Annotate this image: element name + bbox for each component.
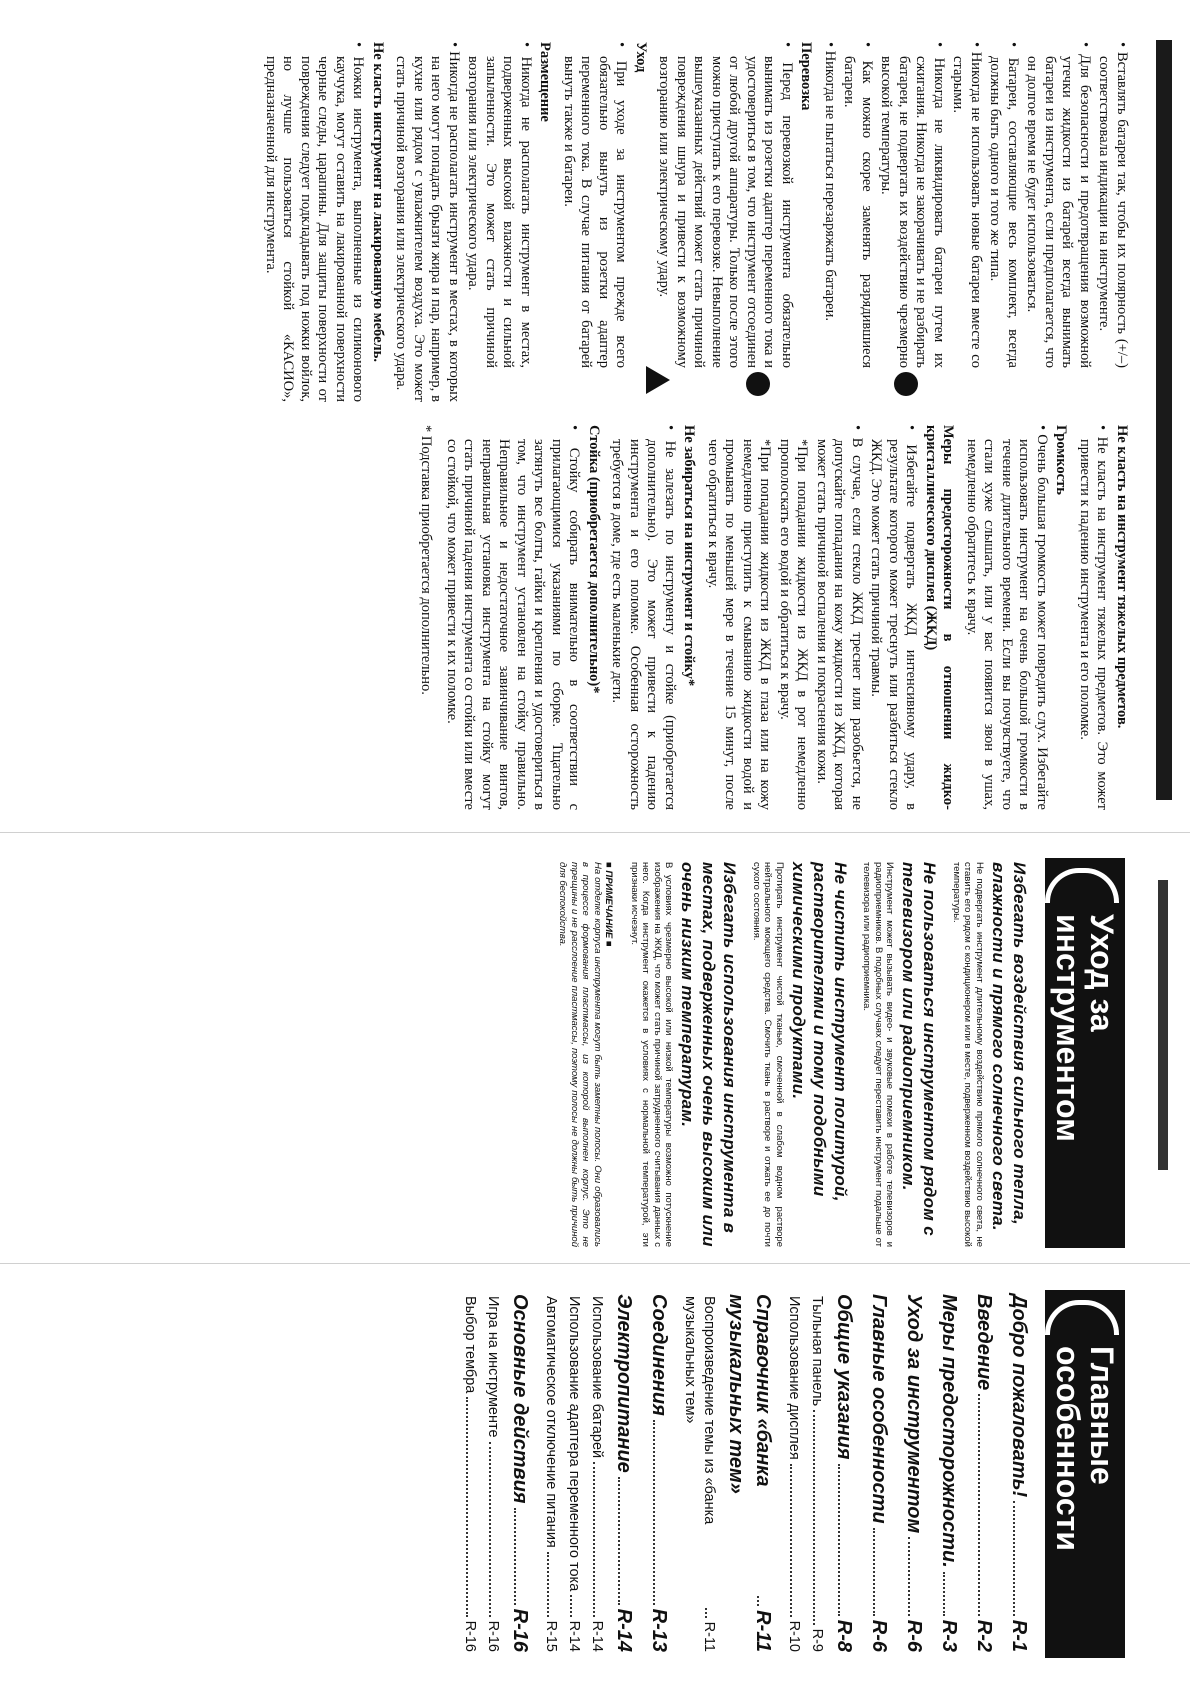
toc-entry-page: R-9 — [809, 1628, 825, 1652]
battery-bullet: • Вставлять батареи так, чтобы их полярность (+/–) соответствовала индикации на инструменте. — [1095, 42, 1130, 402]
lcd-note: *При попадании жидкости из ЖКД в глаза или на кожу немедленно приступить к смыванию жидкости водой и промывать по меньшей мере в течение 15 минут, после чего обратиться к врачу. — [705, 439, 774, 810]
toc-entry-label: Автоматическое отключение питания — [543, 1296, 559, 1548]
toc-leader-dots — [653, 1420, 655, 1605]
toc-entry[interactable] — [506, 1294, 533, 1652]
toc-entry-label: Тыльная панель — [809, 1296, 825, 1407]
stand-footnote: * Подставка приобретается дополнительно. — [418, 425, 435, 695]
volume-heading: Громкость — [1053, 425, 1070, 495]
care-section-title: Не пользоваться инструментом рядом с телевизором или радиоприемником. — [899, 862, 940, 1236]
toc-entry-label: Использование дисплея — [786, 1296, 802, 1460]
toc-entry-label: Электропитание — [613, 1294, 635, 1473]
toc-entry[interactable] — [460, 1294, 479, 1652]
placement-item: • Никогда не располагать инструмент в местах, подверженных высокой влажности и сильной запыленности. Это может стать причиной возгорания или электрического удара. — [464, 42, 534, 402]
toc-entry-page: R-11 — [752, 1610, 774, 1652]
toc-entry[interactable] — [587, 1294, 606, 1652]
toc-entry[interactable] — [900, 1294, 927, 1652]
toc-entry-page: R-6 — [868, 1619, 890, 1652]
care-column — [557, 862, 1040, 1247]
toc-leader-dots — [705, 1608, 707, 1618]
care-section-title: Избегать использования инструмента в местах, подверженных очень высоким или очень низким температурам. — [678, 862, 740, 1247]
toc-entry-label: Уход за инструментом — [903, 1294, 925, 1534]
toc-leader-dots — [790, 1464, 792, 1617]
battery-bullet: • Никогда не использовать новые батареи вместе со старыми. — [949, 42, 984, 402]
toc-entry-label: Меры предосторожности. — [938, 1294, 960, 1568]
toc-leader-dots — [570, 1595, 572, 1616]
toc-entry-label: Введение — [973, 1294, 995, 1391]
toc-entry-label: Выбор тембра — [462, 1296, 478, 1394]
toc-entry[interactable] — [784, 1294, 803, 1652]
electric-hazard-icon — [646, 366, 670, 394]
toc-leader-dots — [757, 1596, 759, 1606]
toc-leader-dots — [813, 1410, 815, 1624]
toc-leader-dots — [978, 1394, 980, 1615]
toc-leader-dots — [514, 1508, 516, 1605]
note-title: ■ ПРИМЕЧАНИЕ ■ — [603, 862, 615, 947]
toc-entry-page: R-3 — [938, 1619, 960, 1652]
header-bar-left — [1156, 40, 1172, 800]
toc-entry[interactable] — [645, 1294, 672, 1652]
toc-leader-dots — [943, 1572, 945, 1616]
toc-entry-label: Основные действия — [509, 1294, 531, 1504]
fold-line — [0, 832, 1190, 833]
battery-bullets — [821, 42, 1131, 402]
toc-entry[interactable] — [541, 1294, 560, 1652]
toc-leader-dots — [547, 1552, 549, 1617]
care-section-text: Инструмент может вызывать видео- и звуковые помехи в работе телевизоров и радиоприемников. В подобных случаях следует переставить инструмент подальше от телевизора или радиоприемника. — [861, 862, 896, 1247]
toc-leader-dots — [593, 1462, 595, 1616]
toc-entry-page: R-14 — [613, 1608, 635, 1652]
toc-entry[interactable] — [970, 1294, 997, 1652]
toc-entry-page: R-16 — [485, 1620, 501, 1652]
toc-leader-dots — [838, 1464, 840, 1616]
care-section-text: Протирать инструмент чистой тканью, смоченной в слабом водном растворе нейтрального моющего средства. Смочить ткань в растворе и отжать ее до почти сухого состояния. — [751, 862, 785, 1247]
toc-entry-label: Общие указания — [833, 1294, 855, 1460]
toc-entry[interactable] — [807, 1294, 826, 1652]
toc-entry-page: R-15 — [543, 1620, 559, 1652]
toc-leader-dots — [908, 1537, 910, 1616]
toc-entry-page: R-14 — [589, 1620, 605, 1652]
toc-entry[interactable] — [564, 1294, 583, 1652]
stand-climb-text: • Не залезать по инструменту и стойке (приобретается дополнительно). Это может привести к падению инструмента и его поломке. Особенная осторожность требуется в доме, где есть маленькие дети. — [608, 425, 678, 810]
toc-entry-label: Воспроизведение темы из «банка музыкальных тем» — [682, 1296, 717, 1525]
toc-entry-page: R-6 — [903, 1619, 925, 1652]
transport-heading: Перевозка — [798, 42, 815, 111]
battery-bullet: • Батареи, составляющие весь комплект, всегда должны быть одного и того же типа. — [986, 42, 1021, 402]
table-of-contents — [460, 1294, 1040, 1652]
toc-entry[interactable] — [935, 1294, 962, 1652]
toc-entry-page: R-8 — [833, 1619, 855, 1652]
toc-entry[interactable] — [483, 1294, 502, 1652]
column-divider — [0, 1263, 1190, 1264]
toc-entry[interactable] — [1005, 1294, 1032, 1652]
battery-bullet: • Как можно скорее заменять разрядившиеся батареи. — [840, 42, 875, 402]
care-banner — [1045, 858, 1125, 1248]
toc-entry-label: Главные особенности — [868, 1294, 890, 1524]
toc-entry-label: Добро пожаловать! — [1008, 1294, 1030, 1498]
header-bar-mid — [1158, 880, 1168, 1170]
lcd-note: *При попадании жидкости из ЖКД в рот немедленно прополоскать его водой и обратиться к врачу. — [777, 439, 811, 810]
bracket-ornament — [1045, 868, 1119, 903]
unplug-icon — [746, 372, 770, 396]
toc-leader-dots — [873, 1528, 875, 1616]
care-section-text: В условиях чрезмерно высокой или низкой температуры возможно потускнение изображения на ЖКД, что может стать причиной затрудненного считывания данных с него. Когда инструмент окажется в условиях с нормальной температурой, эти признаки исчезнут. — [629, 862, 675, 1247]
toc-leader-dots — [618, 1477, 620, 1605]
battery-bullet: • Никогда не пытаться перезаряжать батареи. — [821, 42, 839, 402]
toc-entry-label: Использование батарей — [589, 1296, 605, 1459]
transport-text: • Перед перевозкой инструмента обязательно вынимать из розетки адаптер переменного тока и удостовериться в том, что инструмент отсоединен от любой другой аппаратуры. Только после этого можно приступать к его перевозке. Невыполнение вышеуказанных действий может стать причиной повреждения шнура и привести к возможному возгоранию или электрическому удару. — [655, 42, 795, 402]
toc-entries — [460, 1294, 1032, 1652]
toc-entry-page: R-13 — [648, 1608, 670, 1652]
toc-entry-page: R-1 — [1008, 1619, 1030, 1652]
toc-entry[interactable] — [610, 1294, 637, 1652]
toc-entry-page: R-2 — [973, 1619, 995, 1652]
care-section-text: Не подвергать инструмент длительному воздействию прямого солнечного света, не ставить его рядом с кондиционером или в месте, подверженном воздействию высокой температуры. — [951, 862, 985, 1247]
note-text: На отделке корпуса инструмента могут быть заметны полосы. Они образовались в процессе формования пластмассы, из которой выполнен корпус. Это не трещины и не расслоение пластмассы, поэтому полосы не должны быть причиной для беспокойства. — [557, 862, 603, 1247]
toc-leader-dots — [466, 1397, 468, 1616]
toc-entry[interactable] — [722, 1294, 776, 1652]
stand-climb-heading: Не забираться на инструмент и стойку* — [681, 425, 698, 687]
bracket-ornament — [1045, 1300, 1119, 1335]
toc-banner-title: Главные особенности — [1050, 1346, 1120, 1551]
toc-banner — [1045, 1290, 1125, 1658]
toc-entry-page: R-14 — [566, 1620, 582, 1652]
toc-entry-label: Справочник «банка музыкальных тем» — [725, 1294, 774, 1494]
battery-bullet: • Для безопасности и предотвращения возможной утечки жидкости из батарей всегда вынимать батареи из инструмента, если предполагается, что он долгое время не будет использоваться. — [1023, 42, 1093, 402]
care-text: • При уходе за инструментом прежде всего обязательно вынуть из розетки адаптер переменного тока. В случае питания от батарей вынуть также и батареи. — [560, 42, 630, 402]
toc-entry-page: R-16 — [509, 1608, 531, 1652]
precautions-column-1 — [260, 42, 1131, 402]
care-section-title: Не чистить инструмент политурой, растворителями и тому подобными химическими продуктами. — [789, 862, 850, 1202]
toc-entry-page: R-10 — [786, 1620, 802, 1652]
placement-heading: Размещение — [537, 42, 554, 122]
toc-entry-label: Соединения — [648, 1294, 670, 1416]
toc-entry-label: Игра на инструменте — [485, 1296, 501, 1438]
toc-entry[interactable] — [865, 1294, 892, 1652]
battery-bullet: • Никогда не ликвидировать батареи путем их сжигания. Никогда не закорачивать и не разбирать батареи, не подвергать их воздействию чрезмерно высокой температуры. — [877, 42, 947, 402]
lacquer-heading: Не класть инструмент на лакированную мебель. — [370, 42, 386, 362]
care-section-title: Избегать воздействия сильного тепла, влажности и прямого солнечного света. — [989, 862, 1029, 1231]
lcd-item: • Избегайте подвергать ЖКД интенсивному удару, в результате которого может треснуть или разбиться стекло ЖКД. Это может стать причиной травмы. — [867, 425, 920, 810]
toc-entry[interactable] — [680, 1294, 718, 1652]
lacquer-text: • Ножки инструмента, выполненные из силиконового каучука, могут оставить на лакированной поверхности черные следы, царапины. Для защиты поверхности от повреждения следует подкладывать под ножки войлок, но лучше пользоваться стойкой «КАСИО», предназначенной для инструмента. — [262, 42, 367, 402]
lcd-heading: Меры предосторожности в отношении жидко-кристаллического дисплея (ЖКД) — [923, 425, 957, 810]
volume-text: • Очень большая громкость может повредить слух. Избегайте использовать инструмент на очень большой громкости в течение длительного времени. Если вы почувствуете, что стали хуже слышать, или у вас появится звон в ушах, немедленно обратитесь к врачу. — [963, 425, 1051, 810]
toc-leader-dots — [489, 1442, 491, 1617]
care-heading: Уход — [633, 42, 649, 73]
toc-entry[interactable] — [830, 1294, 857, 1652]
unplug-icon — [894, 372, 918, 396]
stand-text: • Стойку собирать внимательно в соответствии с прилагающимися указаниями по сборке. Тщательно затянуть все болты, гайки и крепления и удостовериться в том, что инструмент установлен на стойку правильно. Неправильное и недостаточное завинчивание винтов, неправильная установка инструмента на стойку могут стать причиной падения инструмента со стойки или вместе со стойкой, что может привести к их поломке. — [443, 425, 583, 810]
stand-heading: Стойка (приобретается дополнительно)* — [586, 425, 602, 694]
heavy-objects-text: • Не класть на инструмент тяжелых предметов. Это может привести к падению инструмента и его поломке. — [1076, 425, 1111, 810]
toc-leader-dots — [1013, 1501, 1015, 1616]
care-banner-title: Уход за инструментом — [1050, 914, 1120, 1142]
toc-entry-page: R-16 — [462, 1620, 478, 1652]
heavy-objects-heading: Не класть на инструмент тяжелых предметов. — [1114, 425, 1130, 729]
placement-item: • Никогда не располагать инструмент в местах, в которых на него могут попадать брызги жира и пар, например, в кухне или рядом с увлажнителем воздуха. Это может стать причиной возгорания или электрического удара. — [392, 42, 462, 402]
toc-entry-label: Использование адаптера переменного тока — [566, 1296, 582, 1592]
lcd-item: • В случае, если стекло ЖКД треснет или разобьется, не допускайте попадания на кожу жидкости из ЖКД, которая может стать причиной воспаления и покраснения кожи. — [813, 425, 866, 810]
toc-entry-page: R-11 — [701, 1621, 717, 1652]
precautions-column-2 — [415, 425, 1130, 810]
